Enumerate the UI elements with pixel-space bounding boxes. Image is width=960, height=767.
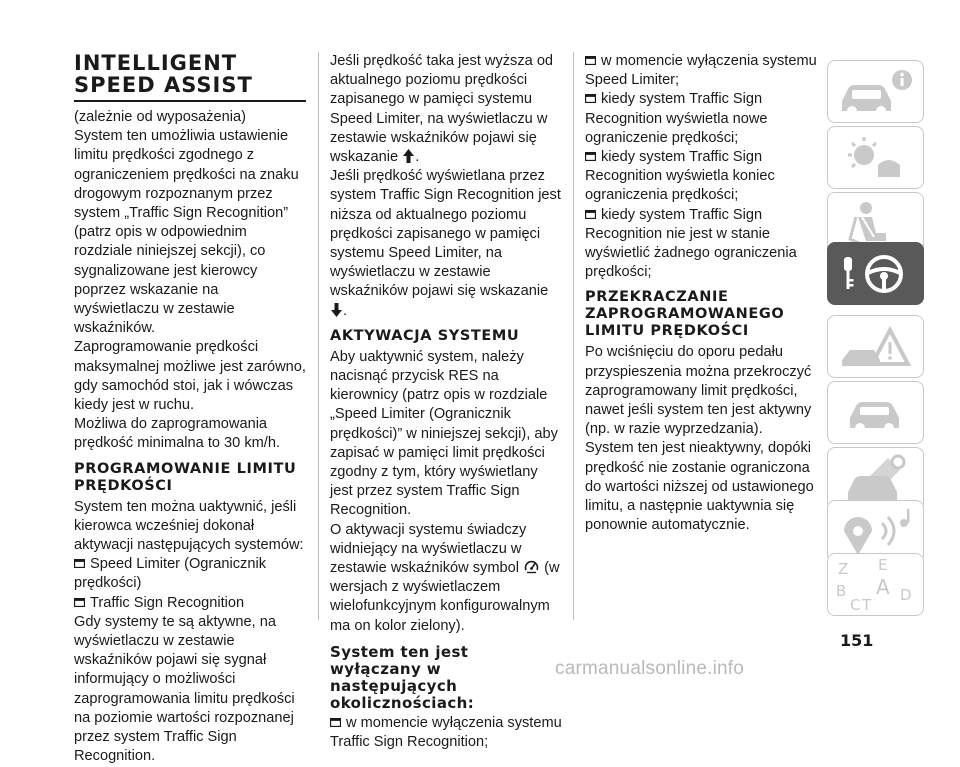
paragraph: Możliwa do zaprogramowania prędkość minimalna to 30 km/h. xyxy=(74,416,281,452)
list-item: kiedy system Traffic Sign Recognition nie jest w stanie wyświetlić żadnego ograniczenia prędkości; xyxy=(585,206,797,281)
bullet-icon xyxy=(74,559,85,568)
list-item: w momencie wyłączenia systemu Speed Limiter; xyxy=(585,53,817,89)
paragraph: System ten umożliwia ustawienie limitu prędkości zgodnego z ograniczeniem prędkości na znaku drogowym rozpoznanym przez system „Traffic Sign Recognition” (patrz opis w odpowiednim rozdziale niniejszej sekcji), co sygnalizowane jest kierowcy poprzez wskazanie na wyświetlaczu w zestawie wskaźników. xyxy=(74,128,299,337)
paragraph: Zaprogramowanie prędkości maksymalnej możliwe jest zarówno, gdy samochód stoi, jak i wówczas kiedy jest w ruchu. xyxy=(74,339,306,414)
bullet-icon xyxy=(585,56,596,65)
bullet-icon xyxy=(74,598,85,607)
tab-car-info[interactable] xyxy=(827,60,924,123)
section-title: INTELLIGENT SPEED ASSIST xyxy=(74,52,306,102)
car-tools-icon xyxy=(828,382,925,445)
dashboard-lights-icon xyxy=(828,127,925,190)
paragraph: Jeśli prędkość wyświetlana przez system Traffic Sign Recognition jest niższa od aktualnego poziomu prędkości zapisanego w pamięci systemu Speed Limiter, na wyświetlaczu w zestawie wskaźników pojawi się wskazanie . xyxy=(330,168,561,319)
tab-index[interactable] xyxy=(827,553,924,616)
paragraph: Aby uaktywnić system, należy nacisnąć przycisk RES na kierownicy (patrz opis w rozdziale „Speed Limiter (Ogranicznik prędkości)” w niniejszej sekcji), aby zapisać w pamięci limit prędkości zgodny z tym, który wyświetlany jest przez system Traffic Sign Recognition. xyxy=(330,348,558,519)
paragraph: Po wciśnięciu do oporu pedału przyspieszenia można przekroczyć zaprogramowany limit prędkości, nawet jeśli system ten jest aktywny (np. w razie wyprzedzania). xyxy=(585,344,812,438)
tab-dashboard-lights[interactable] xyxy=(827,126,924,189)
paragraph: System ten można uaktywnić, jeśli kierowca wcześniej dokonał aktywacji następujących systemów: xyxy=(74,498,304,554)
list-item: Traffic Sign Recognition xyxy=(74,594,306,613)
arrow-up-icon xyxy=(403,149,414,163)
svg-text:Z: Z xyxy=(838,560,849,578)
availability-note: (zależnie od wyposażenia) xyxy=(74,109,246,125)
column-1 xyxy=(74,52,306,767)
paragraph: O aktywacji systemu świadczy widniejący na wyświetlaczu w zestawie wskaźników symbol (w wersjach z wyświetlaczem wielofunkcyjnym konfigurowalnym ma on kolor zielony). xyxy=(330,521,560,634)
key-steering-wheel-icon xyxy=(828,243,925,306)
column-3 xyxy=(585,52,819,535)
tab-warning[interactable] xyxy=(827,315,924,378)
tab-car-tools[interactable] xyxy=(827,381,924,444)
svg-text:C: C xyxy=(850,596,861,614)
tab-key-steering-wheel[interactable] xyxy=(827,242,924,305)
index-letters-icon xyxy=(828,554,925,617)
paragraph: Gdy systemy te są aktywne, na wyświetlaczu w zestawie wskaźników pojawi się sygnał informujący o możliwości zaprogramowania limitu prędkości na poziomie wartości rozpoznanej przez system Traffic Sign Recognition. xyxy=(74,613,295,765)
list-item: kiedy system Traffic Sign Recognition wyświetla nowe ograniczenie prędkości; xyxy=(585,91,768,146)
subsection-heading: PROGRAMOWANIE LIMITU PRĘDKOŚCI xyxy=(74,460,297,494)
subsection-heading: AKTYWACJA SYSTEMU xyxy=(330,327,520,344)
svg-text:T: T xyxy=(862,596,872,614)
bullet-icon xyxy=(585,152,596,161)
subsection-heading: PRZEKRACZANIE ZAPROGRAMOWANEGO LIMITU PRĘDKOŚCI xyxy=(585,289,785,340)
list-item: kiedy system Traffic Sign Recognition wyświetla koniec ograniczenia prędkości; xyxy=(585,149,775,204)
warning-triangle-icon xyxy=(828,316,925,379)
column-2 xyxy=(330,52,562,752)
svg-text:E: E xyxy=(878,556,888,574)
speed-limiter-icon xyxy=(524,559,539,574)
list-item: w momencie wyłączenia systemu Traffic Sign Recognition; xyxy=(330,714,562,751)
car-info-icon xyxy=(828,61,925,124)
subsection-heading: System ten jest wyłączany w następujących okolicznościach: xyxy=(330,642,475,712)
svg-text:A: A xyxy=(876,575,890,599)
paragraph: Jeśli prędkość taka jest wyższa od aktualnego poziomu prędkości zapisanego w pamięci systemu Speed Limiter, na wyświetlaczu w zestawie wskaźników pojawi się wskazanie . xyxy=(330,53,554,166)
bullet-icon xyxy=(585,94,596,103)
list-item: Speed Limiter (Ogranicznik prędkości) xyxy=(74,556,267,592)
watermark: carmanualsonline.info xyxy=(555,658,745,679)
svg-text:D: D xyxy=(900,586,912,604)
arrow-down-icon xyxy=(331,303,342,317)
bullet-icon xyxy=(330,718,341,727)
paragraph: System ten jest nieaktywny, dopóki prędkość nie zostanie ograniczona do wartości niższej od ustawionego limitu, a następnie uaktywnia się ponownie automatycznie. xyxy=(585,440,814,534)
column-divider xyxy=(318,52,319,620)
svg-text:B: B xyxy=(836,582,847,600)
page-number: 151 xyxy=(840,631,874,650)
bullet-icon xyxy=(585,210,596,219)
column-divider xyxy=(573,52,574,620)
